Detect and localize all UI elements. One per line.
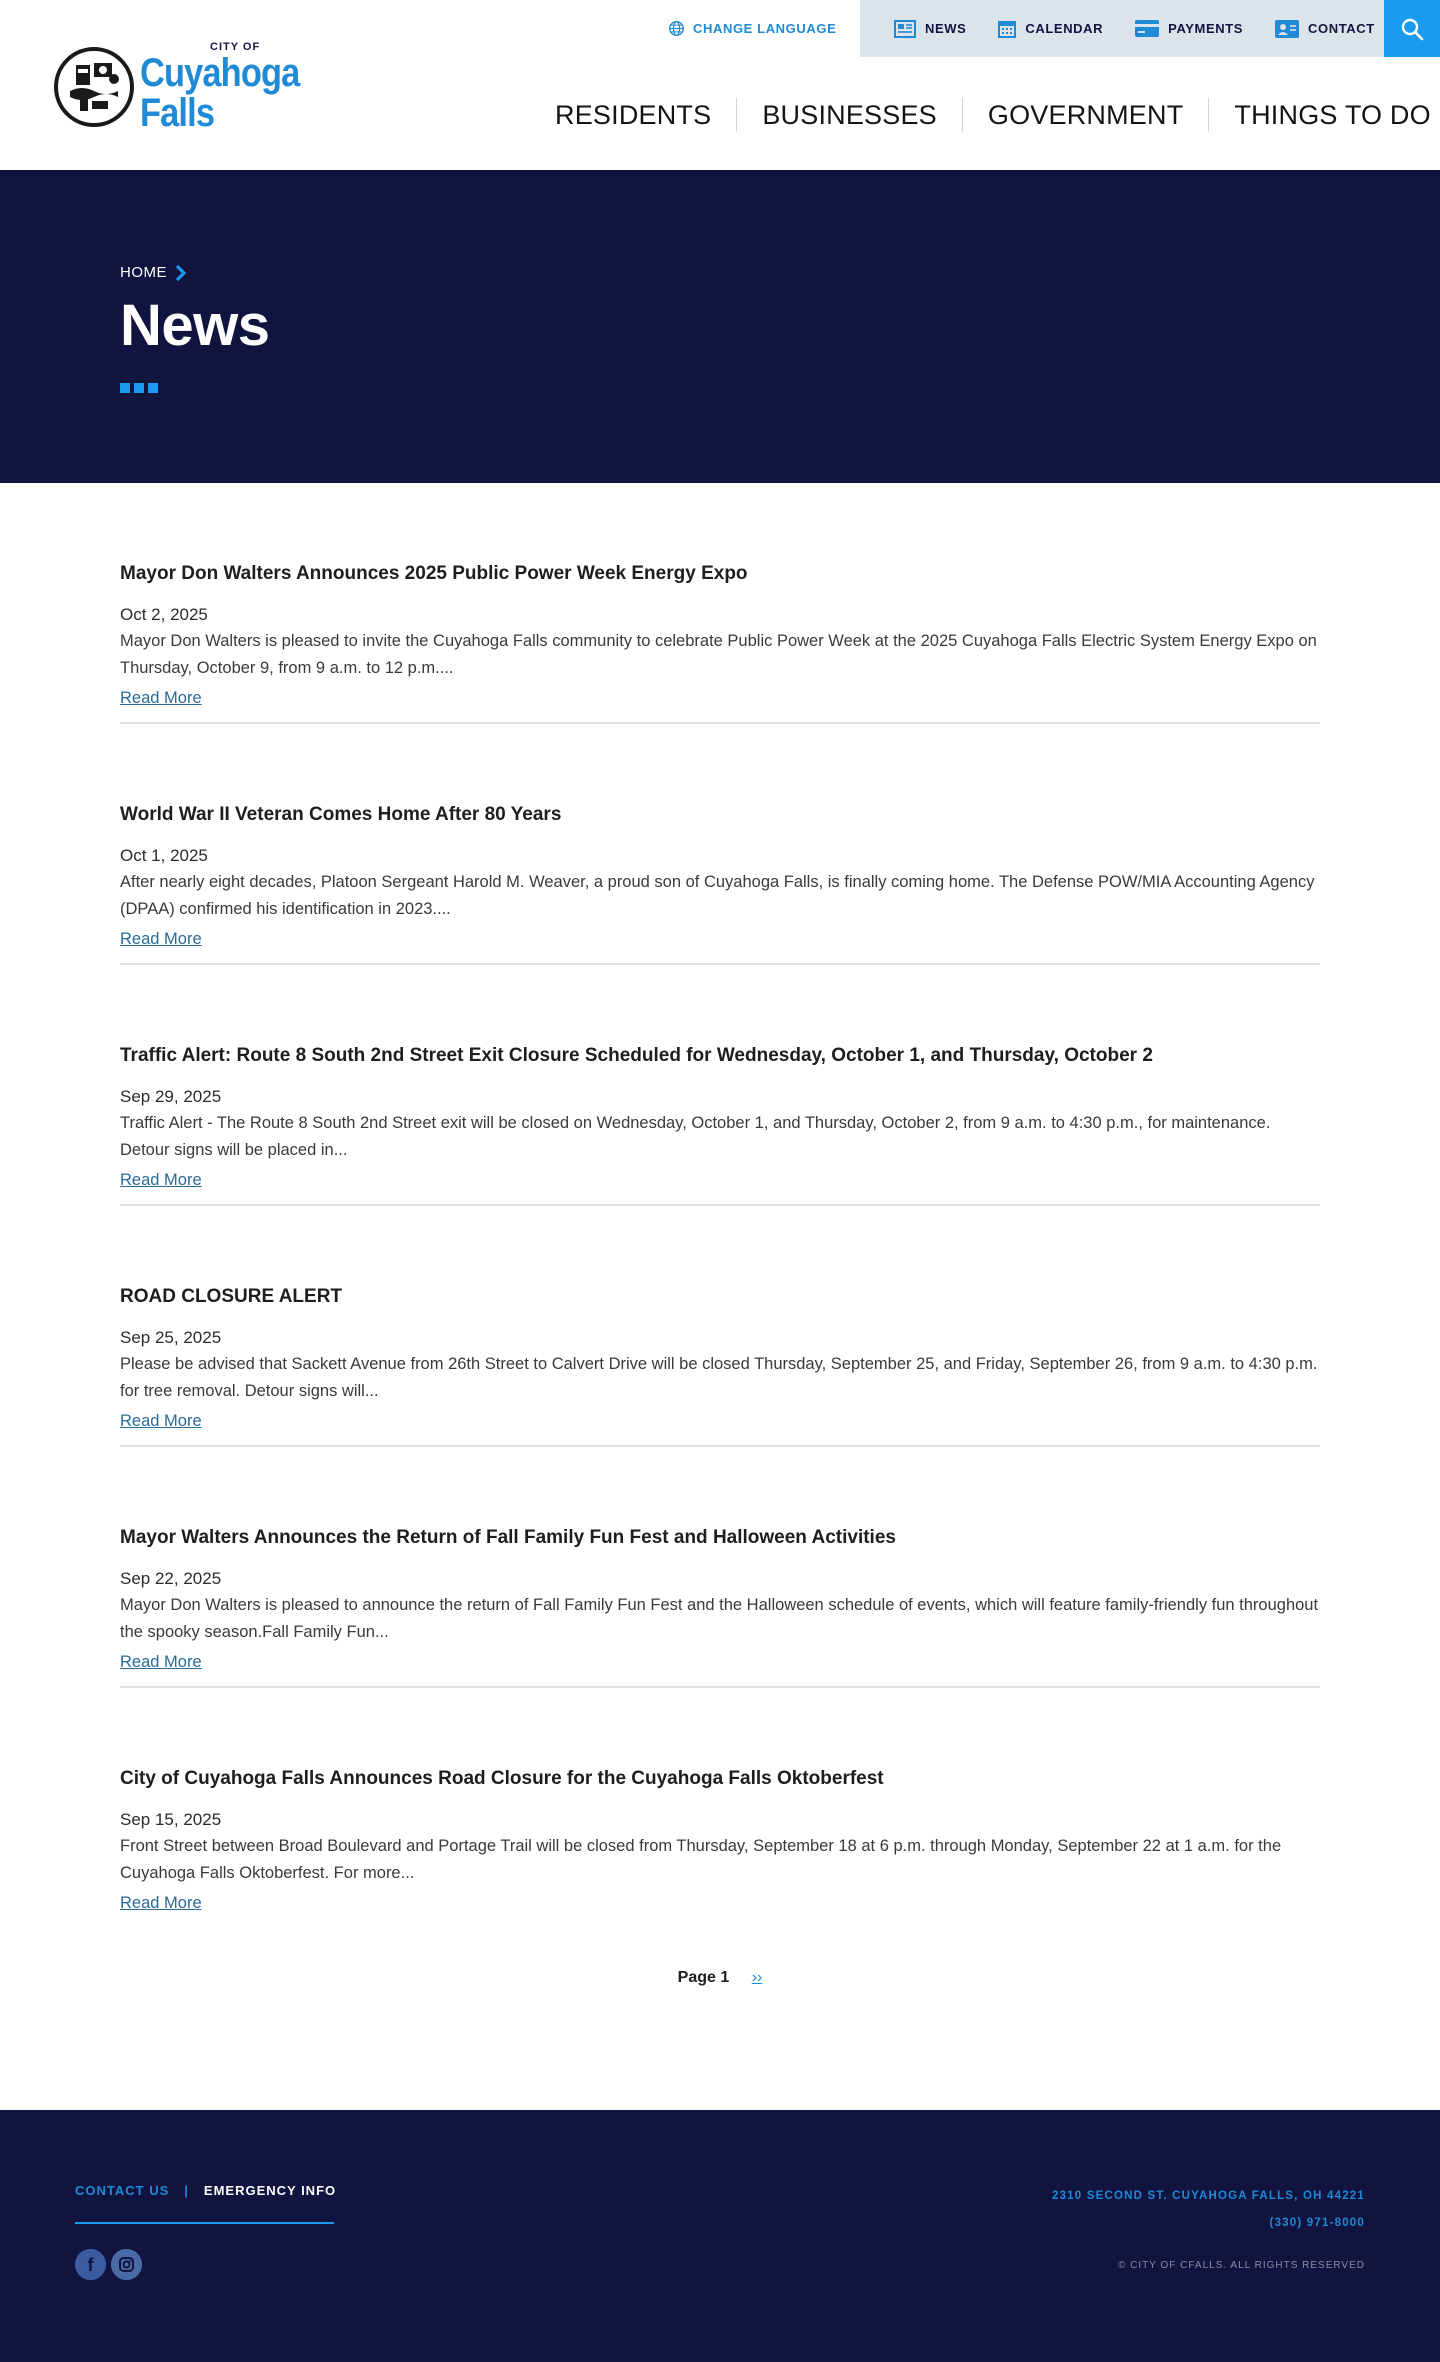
news-item — [120, 1206, 1320, 1447]
nav-businesses[interactable]: BUSINESSES — [737, 98, 963, 132]
utility-contact-link[interactable] — [1275, 20, 1375, 38]
utility-news-label: NEWS — [925, 21, 967, 36]
news-item-excerpt: Mayor Don Walters is pleased to announce the return of Fall Family Fun Fest and the Halloween schedule of events, which will feature family-friendly fun throughout the spooky season.Fall Family Fun... — [120, 1596, 1319, 1641]
news-item — [120, 1688, 1320, 1929]
utility-news-link[interactable] — [894, 20, 966, 38]
read-more-link[interactable]: Read More — [120, 1894, 202, 1912]
change-language-link[interactable] — [668, 18, 836, 38]
newspaper-icon — [894, 20, 916, 38]
breadcrumb-home-link[interactable]: HOME — [120, 264, 167, 281]
news-item — [120, 483, 1320, 724]
news-item-date: Oct 1, 2025 — [120, 846, 208, 865]
news-item-date: Sep 22, 2025 — [120, 1569, 222, 1588]
facebook-icon[interactable] — [75, 2249, 106, 2280]
footer-address: 2310 SECOND ST. CUYAHOGA FALLS, OH 44221 — [1051, 2190, 1365, 2202]
news-item-title[interactable]: World War II Veteran Comes Home After 80 Years — [120, 804, 562, 825]
accent-square — [120, 383, 130, 393]
news-item-title[interactable]: Traffic Alert: Route 8 South 2nd Street Exit Closure Scheduled for Wednesday, October 1, and Thursday, October 2 — [120, 1045, 1153, 1066]
news-item-title[interactable]: City of Cuyahoga Falls Announces Road Closure for the Cuyahoga Falls Oktoberfest — [120, 1768, 884, 1789]
site-footer — [0, 2110, 1440, 2362]
utility-payments-link[interactable] — [1135, 20, 1243, 37]
footer-copyright: © CITY OF CFALLS. ALL RIGHTS RESERVED — [1117, 2260, 1365, 2271]
footer-links-underline — [75, 2222, 334, 2224]
change-language-label: CHANGE LANGUAGE — [693, 20, 837, 36]
logo-city-name: Cuyahoga Falls — [140, 51, 300, 135]
footer-separator: | — [184, 2183, 189, 2198]
news-item-date: Sep 29, 2025 — [120, 1087, 222, 1106]
calendar-icon — [998, 20, 1016, 38]
news-item — [120, 965, 1320, 1206]
globe-icon — [668, 20, 685, 37]
utility-bar — [860, 0, 1384, 57]
accent-square — [134, 383, 144, 393]
read-more-link[interactable]: Read More — [120, 1412, 202, 1430]
read-more-link[interactable]: Read More — [120, 1171, 202, 1189]
read-more-link[interactable]: Read More — [120, 930, 202, 948]
credit-card-icon — [1135, 20, 1159, 37]
page-title: News — [120, 293, 270, 358]
utility-calendar-link[interactable] — [998, 20, 1103, 38]
news-item-date: Sep 15, 2025 — [120, 1810, 222, 1829]
utility-contact-label: CONTACT — [1308, 21, 1375, 36]
news-item-title[interactable]: ROAD CLOSURE ALERT — [120, 1286, 343, 1307]
nav-government[interactable]: GOVERNMENT — [963, 98, 1210, 132]
instagram-icon[interactable] — [111, 2249, 142, 2280]
site-header — [0, 0, 1440, 170]
search-icon — [1400, 17, 1424, 41]
utility-calendar-label: CALENDAR — [1025, 21, 1104, 36]
next-page-link[interactable]: ›› — [751, 1969, 763, 1986]
title-accent-squares — [120, 383, 158, 393]
main-navigation — [530, 92, 1431, 138]
news-item-excerpt: Traffic Alert - The Route 8 South 2nd Street exit will be closed on Wednesday, October 1, and Thursday, October 2, from 9 a.m. to 4:30 p.m., for maintenance. Detour signs will be placed in... — [120, 1114, 1271, 1159]
nav-things-to-do[interactable]: THINGS TO DO — [1234, 100, 1431, 130]
city-logo[interactable] — [54, 41, 364, 135]
news-item-date: Oct 2, 2025 — [120, 605, 208, 624]
logo-text — [140, 41, 364, 133]
news-item-excerpt: Please be advised that Sackett Avenue from 26th Street to Calvert Drive will be closed Thursday, September 25, and Friday, September 26, from 9 a.m. to 4:30 p.m. for tree removal. Detour signs will... — [120, 1355, 1318, 1400]
news-item — [120, 1447, 1320, 1688]
logo-city-of: CITY OF — [210, 41, 261, 53]
footer-phone[interactable]: (330) 971-8000 — [1269, 2217, 1365, 2229]
read-more-link[interactable]: Read More — [120, 1653, 202, 1671]
current-page-label: Page 1 — [677, 1969, 730, 1986]
news-item-title[interactable]: Mayor Walters Announces the Return of Fall Family Fun Fest and Halloween Activities — [120, 1527, 896, 1548]
news-item-excerpt: Front Street between Broad Boulevard and Portage Trail will be closed from Thursday, September 18 at 6 p.m. through Monday, September 22 at 1 a.m. for the Cuyahoga Falls Oktoberfest. For more... — [120, 1837, 1282, 1882]
news-item-title[interactable]: Mayor Don Walters Announces 2025 Public Power Week Energy Expo — [120, 563, 748, 584]
search-button[interactable] — [1384, 0, 1440, 57]
chevron-right-icon — [175, 265, 187, 281]
city-seal-icon — [54, 47, 134, 127]
social-links — [75, 2249, 142, 2280]
utility-payments-label: PAYMENTS — [1168, 21, 1244, 36]
read-more-link[interactable]: Read More — [120, 689, 202, 707]
news-item-excerpt: After nearly eight decades, Platoon Sergeant Harold M. Weaver, a proud son of Cuyahoga Falls, is finally coming home. The Defense POW/MIA Accounting Agency (DPAA) confirmed his identification in 2023.... — [120, 873, 1315, 918]
footer-emergency-link[interactable]: EMERGENCY INFO — [203, 2183, 337, 2198]
news-item-date: Sep 25, 2025 — [120, 1328, 222, 1347]
page-hero — [0, 170, 1440, 483]
news-item — [120, 724, 1320, 965]
footer-contact-info — [1052, 2183, 1365, 2237]
news-item-excerpt: Mayor Don Walters is pleased to invite the Cuyahoga Falls community to celebrate Public Power Week at the 2025 Cuyahoga Falls Electric System Energy Expo on Thursday, October 9, from 9 a.m. to 12 p.m.... — [120, 632, 1317, 677]
facebook-glyph: f — [87, 2255, 94, 2275]
accent-square — [148, 383, 158, 393]
contact-card-icon — [1275, 20, 1299, 38]
footer-contact-link[interactable]: CONTACT US — [75, 2183, 170, 2198]
breadcrumb — [120, 264, 187, 281]
pagination — [0, 1969, 1440, 1987]
news-list — [120, 483, 1320, 1929]
footer-links — [75, 2183, 336, 2198]
nav-residents[interactable]: RESIDENTS — [530, 98, 737, 132]
